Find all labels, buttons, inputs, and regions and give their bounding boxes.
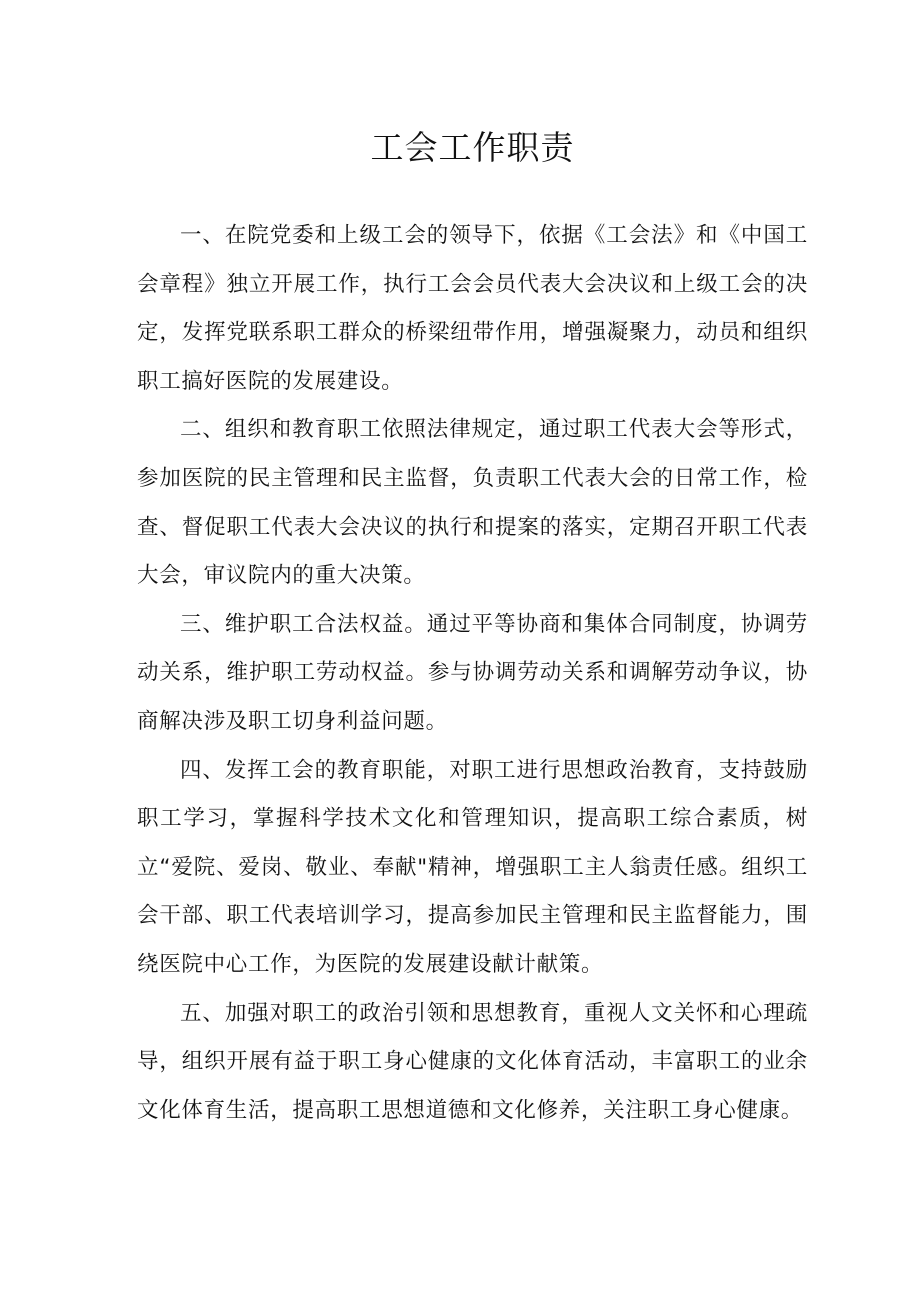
paragraph-5: 五、加强对职工的政治引领和思想教育，重视人文关怀和心理疏导，组织开展有益于职工身心健康的文化体育活动，丰富职工的业余文化体育生活，提高职工思想道德和文化修养，关注职工身心健康。 <box>137 1000 808 1123</box>
paragraph-2: 二、组织和教育职工依照法律规定，通过职工代表大会等形式，参加医院的民主管理和民主监督，负责职工代表大会的日常工作，检查、督促职工代表大会决议的执行和提案的落实，定期召开职工代表大会，审议院内的重大决策。 <box>137 417 808 589</box>
document-title: 工会工作职责 <box>370 128 575 167</box>
paragraph-3: 三、维护职工合法权益。通过平等协商和集体合同制度，协调劳动关系，维护职工劳动权益。参与协调劳动关系和调解劳动争议，协商解决涉及职工切身利益问题。 <box>137 611 808 734</box>
paragraph-4: 四、发挥工会的教育职能，对职工进行思想政治教育，支持鼓励职工学习，掌握科学技术文化和管理知识，提高职工综合素质，树立“爱院、爱岗、敬业、奉献"精神，增强职工主人翁责任感。组织工会干部、职工代表培训学习，提高参加民主管理和民主监督能力，围绕医院中心工作，为医院的发展建设献计献策。 <box>137 757 808 977</box>
paragraph-1: 一、在院党委和上级工会的领导下，依据《工会法》和《中国工会章程》独立开展工作，执行工会会员代表大会决议和上级工会的决定，发挥党联系职工群众的桥梁纽带作用，增强凝聚力，动员和组织职工搞好医院的发展建设。 <box>137 223 808 394</box>
document-body <box>137 212 808 1135</box>
